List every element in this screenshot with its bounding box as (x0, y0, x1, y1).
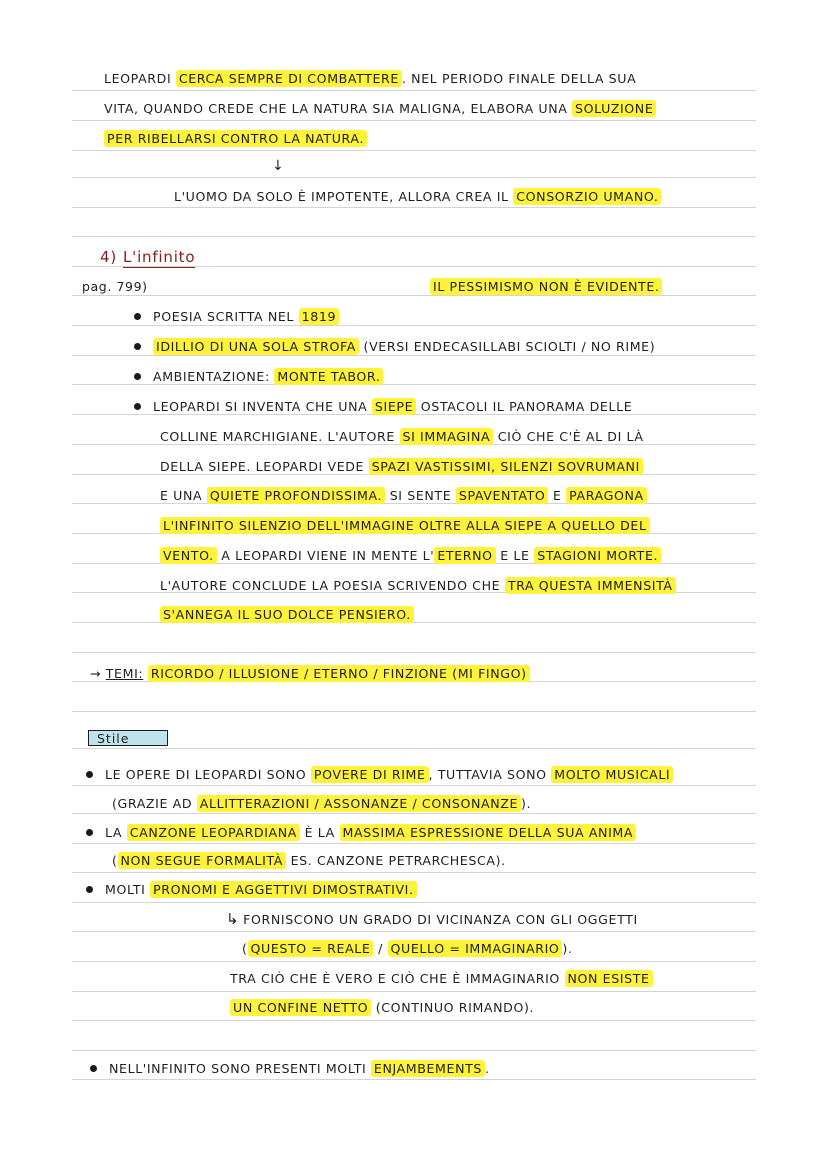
intro-line-2: VITA, QUANDO CREDE CHE LA NATURA SIA MALIGNA, ELABORA UNA SOLUZIONE (104, 100, 656, 118)
highlight: SOLUZIONE (572, 100, 656, 117)
bullet-dot-icon (86, 886, 93, 893)
temi-label: TEMI: (105, 666, 144, 681)
bullet-item: IDILLIO DI UNA SOLA STROFA (VERSI ENDECASILLABI SCIOLTI / NO RIME) (134, 338, 655, 356)
rule-line (72, 1079, 756, 1080)
highlight: PER RIBELLARSI CONTRO LA NATURA. (104, 130, 367, 147)
temi-line (90, 665, 530, 683)
highlight: CERCA SEMPRE DI COMBATTERE (176, 70, 402, 87)
highlight: TRA QUESTA IMMENSITÀ (505, 577, 676, 594)
highlight: MASSIMA ESPRESSIONE DELLA SUA ANIMA (340, 824, 637, 841)
stile-line: ( QUESTO = REALE / QUELLO = IMMAGINARIO ). (242, 941, 573, 956)
paragraph-line (160, 517, 650, 535)
rule-line (72, 991, 756, 992)
bullet-item: AMBIENTAZIONE: MONTE TABOR. (134, 368, 383, 386)
section-title: L'infinito (123, 248, 196, 266)
highlight: UN CONFINE NETTO (230, 999, 371, 1016)
highlight: SPAZI VASTISSIMI, SILENZI SOVRUMANI (369, 458, 643, 475)
highlight: QUELLO = IMMAGINARIO (388, 940, 563, 957)
stile-line: ( NON SEGUE FORMALITÀ ES. CANZONE PETRARCHESCA). (112, 853, 506, 868)
highlight: NON ESISTE (565, 970, 653, 987)
rule-line (72, 207, 756, 208)
highlight: PRONOMI E AGGETTIVI DIMOSTRATIVI. (150, 881, 417, 898)
stile-line: TRA CIÒ CHE È VERO E CIÒ CHE È IMMAGINARIO NON ESISTE (230, 970, 653, 988)
rule-line (72, 1020, 756, 1021)
rule-line (72, 711, 756, 712)
highlight: IL PESSIMISMO NON È EVIDENTE. (430, 278, 662, 295)
highlight: SI IMMAGINA (400, 428, 494, 445)
bullet-dot-icon (134, 373, 141, 380)
highlight: MONTE TABOR. (274, 368, 383, 385)
intro-line-1: LEOPARDI CERCA SEMPRE DI COMBATTERE . NEL PERIODO FINALE DELLA SUA (104, 71, 637, 86)
highlight: CANZONE LEOPARDIANA (127, 824, 300, 841)
rule-line (72, 90, 756, 91)
paragraph-line: DELLA SIEPE. LEOPARDI VEDE SPAZI VASTISSIMI, SILENZI SOVRUMANI (160, 458, 643, 476)
paragraph-line (160, 606, 414, 624)
highlight: SIEPE (372, 398, 416, 415)
intro-line-4: L'UOMO DA SOLO È IMPOTENTE, ALLORA CREA IL CONSORZIO UMANO. (174, 188, 661, 206)
arrow-down-icon: ↓ (272, 158, 284, 174)
arrow-right-icon: → (90, 666, 102, 681)
rule-line (72, 1050, 756, 1051)
bullet-dot-icon (134, 313, 141, 320)
rule-line (72, 902, 756, 903)
highlight: STAGIONI MORTE. (534, 547, 661, 564)
paragraph-line: LEOPARDI SI INVENTA CHE UNA SIEPE OSTACOLI IL PANORAMA DELLE (134, 398, 632, 416)
page-reference: pag. 799) (82, 279, 148, 294)
rule-line (72, 177, 756, 178)
section-number: 4) (100, 248, 117, 266)
paragraph-line: E UNA QUIETE PROFONDISSIMA. SI SENTE SPAVENTATO E PARAGONA (160, 487, 647, 505)
rule-line (72, 150, 756, 151)
highlight: RICORDO / ILLUSIONE / ETERNO / FINZIONE (MI FINGO) (148, 665, 530, 682)
rule-line (72, 120, 756, 121)
highlight: QUIETE PROFONDISSIMA. (207, 487, 385, 504)
paragraph-line: VENTO. A LEOPARDI VIENE IN MENTE L' ETERNO E LE STAGIONI MORTE. (160, 547, 661, 565)
paragraph-line: COLLINE MARCHIGIANE. L'AUTORE SI IMMAGINA CIÒ CHE C'È AL DI LÀ (160, 429, 644, 444)
arrow-hook-icon: ↳ (226, 910, 240, 928)
bullet-item: POESIA SCRITTA NEL 1819 (134, 308, 339, 326)
highlight: CONSORZIO UMANO. (513, 188, 661, 205)
highlight: ETERNO (434, 547, 495, 564)
bullet-dot-icon (134, 343, 141, 350)
highlight: MOLTO MUSICALI (551, 766, 673, 783)
rule-line (72, 785, 756, 786)
stile-line: NELL'INFINITO SONO PRESENTI MOLTI ENJAMBEMENTS . (90, 1060, 490, 1078)
rule-line (72, 931, 756, 932)
intro-line-3 (104, 130, 367, 148)
rule-line (72, 748, 756, 749)
highlight: PARAGONA (566, 487, 647, 504)
highlight: 1819 (299, 308, 339, 325)
stile-line: ↳ FORNISCONO UN GRADO DI VICINANZA CON GLI OGGETTI (226, 910, 638, 928)
highlight: QUESTO = REALE (248, 940, 374, 957)
stile-line: LE OPERE DI LEOPARDI SONO POVERE DI RIME , TUTTAVIA SONO MOLTO MUSICALI (86, 766, 673, 784)
pessimism-note (430, 278, 662, 296)
highlight: IDILLIO DI UNA SOLA STROFA (153, 338, 359, 355)
rule-line (72, 652, 756, 653)
highlight: VENTO. (160, 547, 217, 564)
bullet-dot-icon (134, 403, 141, 410)
rule-line (72, 813, 756, 814)
highlight: POVERE DI RIME (311, 766, 429, 783)
highlight: SPAVENTATO (456, 487, 549, 504)
stile-line: LA CANZONE LEOPARDIANA È LA MASSIMA ESPRESSIONE DELLA SUA ANIMA (86, 824, 636, 842)
section-heading (100, 248, 195, 266)
bullet-dot-icon (86, 771, 93, 778)
bullet-dot-icon (90, 1065, 97, 1072)
bullet-dot-icon (86, 829, 93, 836)
stile-label-box: Stile (88, 730, 168, 746)
stile-line: UN CONFINE NETTO (CONTINUO RIMANDO). (230, 999, 534, 1017)
rule-line (72, 961, 756, 962)
highlight: S'ANNEGA IL SUO DOLCE PENSIERO. (160, 606, 414, 623)
rule-line (72, 236, 756, 237)
stile-line: (GRAZIE AD ALLITTERAZIONI / ASSONANZE / CONSONANZE ). (112, 796, 532, 811)
rule-line (72, 843, 756, 844)
rule-line (72, 872, 756, 873)
highlight: NON SEGUE FORMALITÀ (118, 852, 287, 869)
highlight: L'INFINITO SILENZIO DELL'IMMAGINE OLTRE ALLA SIEPE A QUELLO DEL (160, 517, 650, 534)
stile-line: MOLTI PRONOMI E AGGETTIVI DIMOSTRATIVI. (86, 881, 417, 899)
highlight: ALLITTERAZIONI / ASSONANZE / CONSONANZE (197, 795, 521, 812)
paragraph-line: L'AUTORE CONCLUDE LA POESIA SCRIVENDO CHE TRA QUESTA IMMENSITÀ (160, 577, 676, 595)
highlight: ENJAMBEMENTS (371, 1060, 485, 1077)
